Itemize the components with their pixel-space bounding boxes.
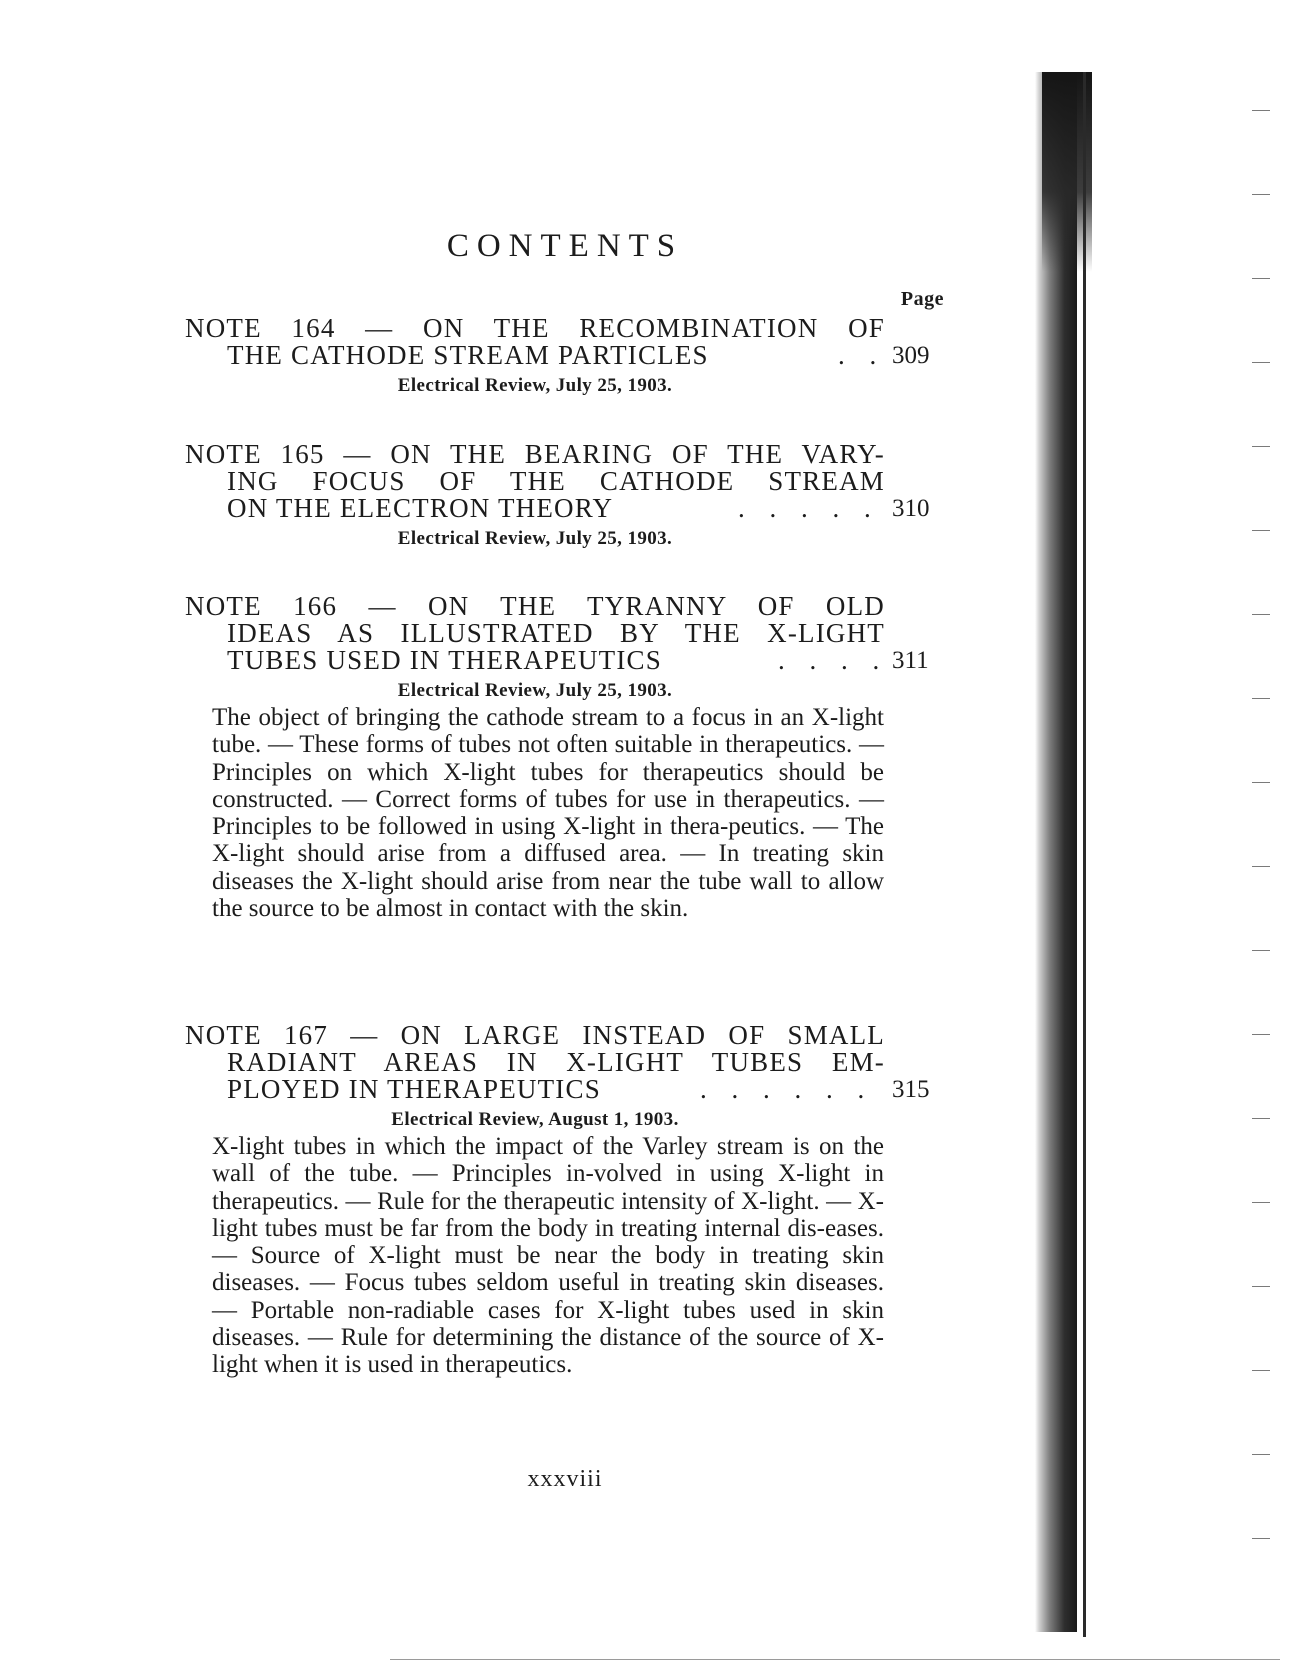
contents-heading: CONTENTS [446, 228, 684, 264]
margin-tick [1252, 446, 1270, 447]
binding-edge-line [1083, 72, 1086, 1637]
entry-title-line: PLOYED IN THERAPEUTICS [227, 1074, 601, 1104]
entry-page-number: 310 [892, 495, 930, 522]
margin-tick [1252, 866, 1270, 867]
margin-tick [1252, 950, 1270, 951]
entry-source: Electrical Review, July 25, 1903. [397, 680, 673, 701]
entry-title-line: THE CATHODE STREAM PARTICLES [227, 340, 709, 370]
margin-tick [1252, 110, 1270, 111]
margin-tick [1252, 782, 1270, 783]
entry-title-line: NOTE 164 — ON THE RECOMBINATION OF [185, 313, 885, 343]
margin-tick [1252, 1370, 1270, 1371]
dot-leader: . . [838, 340, 886, 370]
margin-tick [1252, 1034, 1270, 1035]
page-column-label: Page [900, 288, 944, 310]
margin-tick [1252, 1202, 1270, 1203]
entry-title-line: RADIANT AREAS IN X-LIGHT TUBES EM- [227, 1047, 885, 1077]
entry-page-number: 309 [892, 342, 930, 369]
entry-title-line: NOTE 167 — ON LARGE INSTEAD OF SMALL [185, 1020, 885, 1050]
entry-title-line: ON THE ELECTRON THEORY [227, 493, 614, 523]
margin-tick [1252, 1286, 1270, 1287]
entry-title-line: ING FOCUS OF THE CATHODE STREAM [227, 466, 885, 496]
margin-tick [1252, 698, 1270, 699]
margin-tick [1252, 362, 1270, 363]
entry-summary: X-light tubes in which the impact of the Varley stream is on the wall of the tube. — Principles in-volved in using X-light in therapeutics. — Rule for the therapeutic intensity of X-light. — X-light tubes must be far from the body in treating internal dis-eases. — Source of X-light must be near the body in treating skin diseases. — Focus tubes seldom useful in treating skin diseases. — Portable non-radiable cases for X-light tubes used in skin diseases. — Rule for determining the distance of the source of X-light when it is used in therapeutics. [212, 1133, 884, 1379]
scan-bottom-edge [390, 1659, 1280, 1660]
binding-shadow [1035, 72, 1077, 1632]
entry-title-line: TUBES USED IN THERAPEUTICS [227, 645, 662, 675]
entry-source: Electrical Review, August 1, 1903. [391, 1109, 679, 1130]
entry-source: Electrical Review, July 25, 1903. [397, 528, 673, 549]
dot-leader: . . . . . [738, 493, 880, 523]
margin-tick [1252, 530, 1270, 531]
entry-page-number: 315 [892, 1076, 930, 1103]
margin-tick [1252, 1538, 1270, 1539]
margin-tick [1252, 614, 1270, 615]
page-folio: xxxviii [527, 1466, 603, 1492]
dot-leader: . . . . [778, 645, 889, 675]
margin-tick [1252, 278, 1270, 279]
margin-tick [1252, 1118, 1270, 1119]
entry-page-number: 311 [892, 647, 929, 674]
dot-leader: . . . . . . [700, 1074, 874, 1104]
entry-title-line: NOTE 166 — ON THE TYRANNY OF OLD [185, 591, 885, 621]
entry-summary: The object of bringing the cathode stream to a focus in an X-light tube. — These forms of tubes not often suitable in therapeutics. — Principles on which X-light tubes for therapeutics should be constructed. — Correct forms of tubes for use in therapeutics. — Principles to be followed in using X-light in thera-peutics. — The X-light should arise from a diffused area. — In treating skin diseases the X-light should arise from near the tube wall to allow the source to be almost in contact with the skin. [212, 704, 884, 923]
entry-title-line: IDEAS AS ILLUSTRATED BY THE X-LIGHT [227, 618, 885, 648]
margin-tick [1252, 1454, 1270, 1455]
margin-tick [1252, 194, 1270, 195]
entry-title-line: NOTE 165 — ON THE BEARING OF THE VARY- [185, 439, 885, 469]
entry-source: Electrical Review, July 25, 1903. [397, 375, 673, 396]
